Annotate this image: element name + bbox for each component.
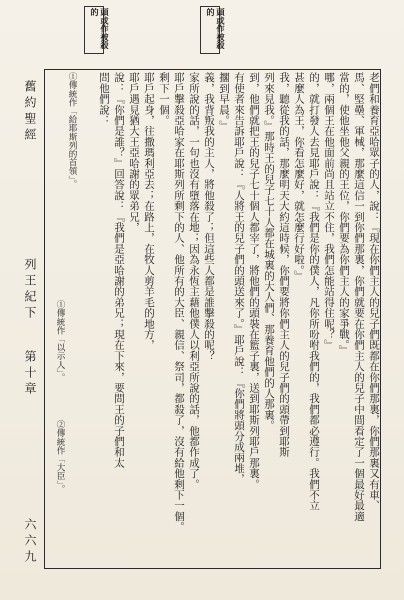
- body-line: 說：『你們是誰？』回答說：『我們是亞哈謝的弟兄；現在下來，要問王的子們和太: [113, 72, 125, 468]
- footnote: ①傳統作「以示人」。: [55, 300, 65, 382]
- body-line: 我，聽從我的話，那麼明天大約這時候，你們要將你們主人的兒子們的頭帶到耶斯: [278, 72, 290, 458]
- body-line: 老們和養育亞哈眾子的人，說：『現在你們主人的兒子們既都在你們那裏，你們那裏又有車、: [368, 72, 380, 511]
- gloss-right: 頭或作被殺的: [206, 8, 226, 49]
- body-line: 哪，兩個王在他面前尚且站立不住，我們怎能站得住呢？』: [323, 72, 335, 351]
- body-line: 的，就打發人去見耶戶說：『我們是你的僕人，凡你所吩咐我們的，我們都必遵行。我們不立: [308, 72, 320, 511]
- body-line: 當的，使他坐他父親的王位，你們要為你們主人的家爭戰。』: [338, 72, 350, 356]
- running-head-collection: 舊約聖經: [23, 80, 37, 144]
- body-line: 耶戶起身，往撒瑪利亞去；在路上，在牧人剪羊毛的地方，: [143, 72, 155, 351]
- body-line: 耶戶遇見猶大王亞哈謝的眾弟兄，: [128, 72, 140, 233]
- gloss-left: 頭或作被殺的: [90, 8, 110, 49]
- body-line: 剩下一個。: [158, 72, 170, 126]
- body-line: 有使者來告訴耶戶說：『人將王的兒子們的頭送來了。』耶戶說：『你們將頭分成兩堆，: [233, 72, 245, 485]
- body-line: 甚麼人為王，你看怎麼好，就怎麼行好啦。』: [293, 72, 305, 281]
- running-head-book: 列王紀下: [23, 258, 37, 322]
- body-line: 列來見我。』那時王的兒子七十人都在城裏的大人們、那養育他們的人那裏。: [263, 72, 275, 431]
- body-line: 到，他們就把王的兒子七十個人都宰了，將他們的頭裝在籃子裏，送到耶斯列耶戶那裏。: [248, 72, 260, 490]
- body-line: 耶戶擊殺亞哈家在耶斯列所剩下的人、他所有的大臣、親信、祭司，都殺了，沒有給他剩下一個。: [173, 72, 185, 533]
- body-line: 擱到早晨。』: [218, 72, 230, 131]
- footnote: ①傳統作「給耶斯列的首領」。: [67, 72, 77, 189]
- body-line: 家所說的話，一句也沒有墮落在地；因為永恆主藉他僕人以利亞所說的話，他都作成了。: [188, 72, 200, 490]
- page-number: 六六九: [23, 518, 37, 566]
- body-line: 問他們說：: [98, 72, 110, 126]
- body-line: 義，我背叛我的主人，將他殺了；但這些人都是誰擊殺的呢？: [203, 72, 215, 361]
- body-line: 馬、堅壘、軍械，那麼這信一到你們那裏，你們就要在你們主人的兒子中間看定了一個最好最適: [353, 72, 365, 522]
- footnote: ②傳統作「大臣」。: [55, 420, 65, 494]
- running-head-chapter: 第十章: [23, 350, 37, 398]
